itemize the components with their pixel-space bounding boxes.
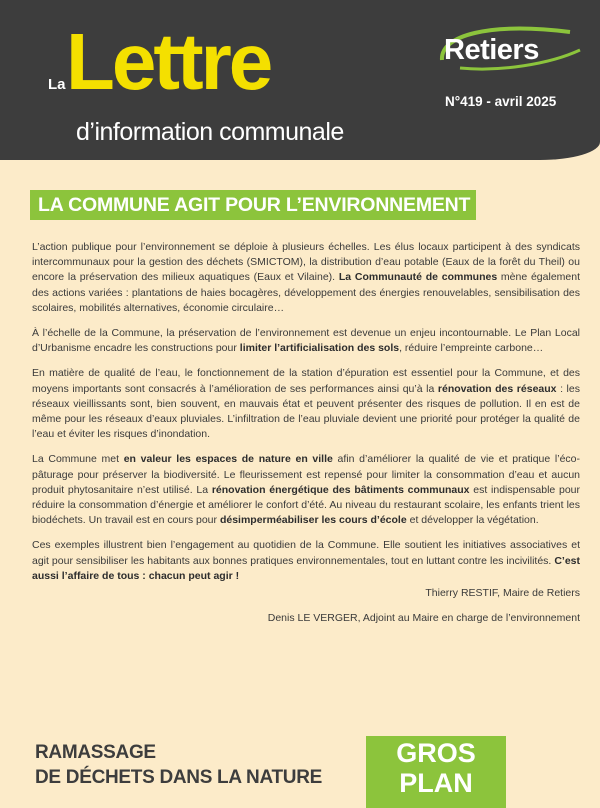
- signature-deputy: Denis LE VERGER, Adjoint au Maire en charge de l’environnement: [267, 612, 580, 625]
- bold-phrase: rénovation énergétique des bâtiments communaux: [211, 483, 470, 496]
- paragraph: [32, 538, 580, 584]
- issue-number: N°419 - avril 2025: [445, 94, 557, 109]
- header-banner: [0, 0, 600, 160]
- section-title: LA COMMUNE AGIT POUR L’ENVIRONNEMENT: [30, 190, 476, 220]
- text-run: À l’échelle de la Commune, la préservation de l’environnement est devenue un enjeu incontournable. Le Plan Local d’Urbanisme encadre les constructions pour: [32, 327, 580, 355]
- paragraph: [32, 326, 580, 356]
- paragraph: [32, 452, 580, 528]
- text-run: La Commune met: [32, 453, 124, 466]
- text-run: L’action publique pour l’environnement se déploie à plusieurs échelles. Les élus locaux participent à des syndicats intercommunaux pour la gestion des déchets (SMICTOM), la distribution d’eau potable (Eaux de la forêt du Theil) ou encore la préservation des milieux aquatiques (Eaux et Vilaine).: [32, 241, 580, 284]
- next-article-title-line1: RAMASSAGE: [35, 742, 156, 763]
- text-run: et développer la végétation.: [406, 514, 539, 527]
- header-la: La: [48, 76, 66, 93]
- bold-phrase: rénovation des réseaux: [437, 382, 557, 395]
- paragraph: [32, 240, 580, 316]
- text-run: : les réseaux vieillissants sont, bien souvent, en mauvais état et peuvent présenter des risques de pollution. Il en est de même pour les réseaux d’eaux pluviales. L’infiltration de l’eau pluviale devient une priorité pour protéger la qualité de l’eau et éviter les risques d’inondation.: [32, 382, 580, 441]
- text-run: est indispensable pour réduire la consommation d’énergie et améliorer le confort d’été. Au niveau du restaurant scolaire, les enfants trient les biodéchets. Un travail est en cours pour: [32, 483, 581, 527]
- bold-phrase: C’est aussi l’affaire de tous : chacun peut agir !: [32, 554, 580, 582]
- header-subtitle: d’information communale: [76, 118, 344, 146]
- next-article-title: [35, 740, 322, 790]
- bold-phrase: en valeur les espaces de nature en ville: [123, 453, 333, 466]
- next-article-title-line2: DE DÉCHETS DANS LA NATURE: [35, 767, 323, 788]
- text-run: En matière de qualité de l’eau, le fonctionnement de la station d’épuration est essentiel pour la Commune, et des moyens importants sont consacrés à l’amélioration de ses performances ainsi qu’à la: [32, 367, 580, 395]
- bold-phrase: La Communauté de communes: [338, 271, 498, 284]
- paragraph: [32, 366, 580, 442]
- article-body: [32, 240, 580, 636]
- gros-plan-tag: [366, 736, 506, 808]
- signature-mayor: Thierry RESTIF, Maire de Retiers: [425, 587, 580, 600]
- town-logo: Retiers: [444, 34, 539, 66]
- text-run: Ces exemples illustrent bien l’engagement au quotidien de la Commune. Elle soutient les initiatives associatives et agit pour sensibiliser les habitants aux bonnes pratiques environnementales, tout en luttant contre les incivilités.: [32, 539, 580, 567]
- text-run: mène également des actions variées : plantations de haies bocagères, développement des énergies renouvelables, sensibilisation des scolaires, mobilités alternatives, économie circulaire…: [32, 271, 580, 314]
- bold-phrase: limiter l’artificialisation des sols: [239, 342, 400, 355]
- gros-plan-line1: GROS: [396, 738, 476, 768]
- header-title: Lettre: [66, 17, 271, 106]
- gros-plan-line2: PLAN: [399, 768, 473, 798]
- bold-phrase: désimperméabiliser les cours d’école: [219, 514, 407, 527]
- text-run: , réduire l’empreinte carbone…: [399, 342, 544, 355]
- text-run: afin d’améliorer la qualité de vie et pratique l’éco-pâturage pour préserver la biodiversité. Le fleurissement est repensé pour limiter la consommation d’eau et aucun produit phytosanitaire n’est utilisé. La: [32, 453, 580, 496]
